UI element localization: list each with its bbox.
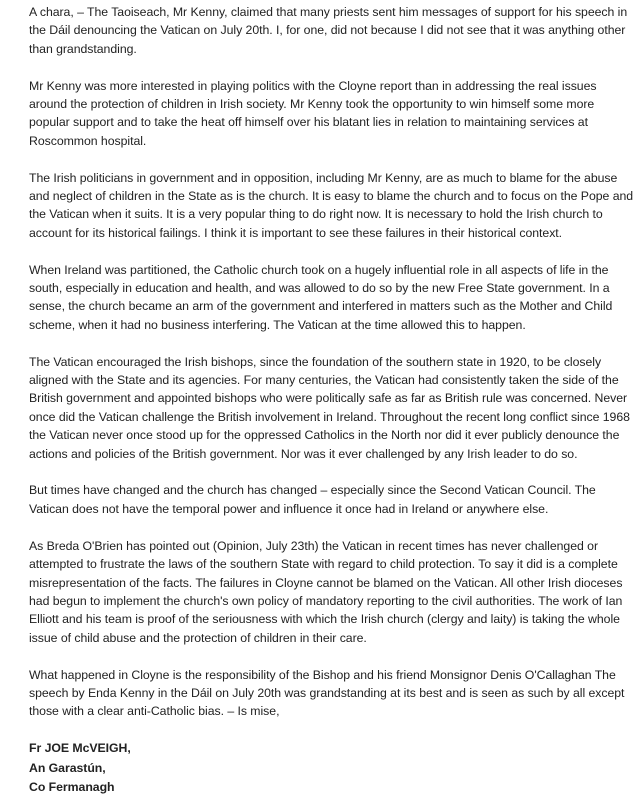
signature-place: An Garastún,: [29, 760, 106, 775]
signature-county: Co Fermanagh: [29, 779, 115, 794]
paragraph-5: The Vatican encouraged the Irish bishops, since the foundation of the southern state in 1920, to be closely aligned with the State and its agencies. For many centuries, the Vatican had consistently taken the side of the British government and appointed bishops who were politically safe as far as British rule was concerned. Never once did the Vatican challenge the British involvement in Ireland. Throughout the recent long conflict since 1968 the Vatican never once stood up for the oppressed Catholics in the North nor did it ever publicly denounce the actions and policies of the British government. Nor was it ever challenged by any Irish leader to do so.: [29, 354, 630, 461]
paragraph-8: What happened in Cloyne is the responsibility of the Bishop and his friend Monsignor Denis O'Callaghan The speech by Enda Kenny in the Dáil on July 20th was grandstanding at its best and is seen as such by all except those with a clear anti-Catholic bias. – Is mise,: [29, 667, 625, 719]
paragraph-1: A chara, – The Taoiseach, Mr Kenny, claimed that many priests sent him messages of support for his speech in the Dáil denouncing the Vatican on July 20th. I, for one, did not because I did not see that it was anything other than grandstanding.: [29, 5, 628, 56]
paragraph-6: But times have changed and the church has changed – especially since the Second Vatican Council. The Vatican does not have the temporal power and influence it once had in Ireland or anywhere else.: [29, 483, 596, 516]
paragraph-2: Mr Kenny was more interested in playing politics with the Cloyne report than in addressing the real issues around the protection of children in Irish society. Mr Kenny took the opportunity to win himself some more popular support and to take the heat off himself over his blatant lies in relation to maintaining services at Roscommon hospital.: [29, 78, 597, 148]
signature-name: Fr JOE McVEIGH,: [29, 741, 131, 756]
paragraph-3: The Irish politicians in government and in opposition, including Mr Kenny, are as much to blame for the abuse and neglect of children in the State as is the church. It is easy to blame the church and to focus on the Pope and the Vatican when it suits. It is a very popular thing to do right now. It is necessary to hold the Irish church to account for its historical failings. I think it is important to see these failures in their historical context.: [29, 170, 634, 240]
paragraph-4: When Ireland was partitioned, the Catholic church took on a hugely influential role in all aspects of life in the south, especially in education and health, and was allowed to do so by the new Free State government. In a sense, the church became an arm of the government and interfered in matters such as the Mother and Child scheme, when it had no business interfering. The Vatican at the time allowed this to happen.: [29, 262, 613, 332]
signature-block: [29, 739, 635, 797]
letter-body: [29, 3, 635, 797]
paragraph-7: As Breda O'Brien has pointed out (Opinion, July 23th) the Vatican in recent times has never challenged or attempted to frustrate the laws of the southern State with regard to child protection. To say it did is a complete misrepresentation of the facts. The failures in Cloyne cannot be blamed on the Vatican. All other Irish dioceses had begun to implement the church's own policy of mandatory reporting to the civil authorities. The work of Ian Elliott and his team is proof of the seriousness with which the Irish church (clergy and laity) is taking the whole issue of child abuse and the protection of children in their care.: [29, 538, 623, 645]
